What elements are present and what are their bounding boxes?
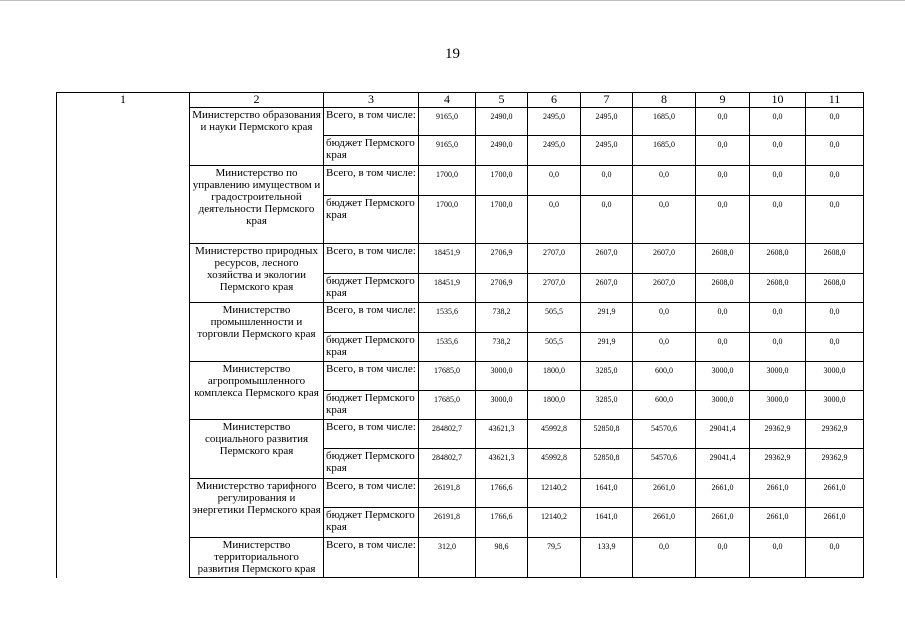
value-cell: 17685,0: [419, 362, 476, 391]
value-cell: 1700,0: [476, 196, 528, 244]
value-cell: 29362,9: [750, 449, 806, 479]
funding-type: Всего, в том числе:: [324, 166, 419, 196]
column-header: 10: [750, 93, 806, 108]
value-cell: 0,0: [750, 303, 806, 333]
value-cell: 17685,0: [419, 391, 476, 420]
value-cell: 0,0: [806, 166, 864, 196]
column-header: 7: [581, 93, 633, 108]
value-cell: 18451,9: [419, 274, 476, 303]
value-cell: 0,0: [806, 136, 864, 166]
organization-name: Министерство промышленности и торговли Пермского края: [190, 303, 324, 362]
value-cell: 0,0: [581, 166, 633, 196]
value-cell: 2661,0: [633, 508, 696, 538]
value-cell: 0,0: [528, 196, 581, 244]
value-cell: 312,0: [419, 538, 476, 578]
value-cell: 1641,0: [581, 508, 633, 538]
column-header: 3: [324, 93, 419, 108]
funding-type: Всего, в том числе:: [324, 303, 419, 333]
value-cell: 1685,0: [633, 108, 696, 136]
value-cell: 1800,0: [528, 362, 581, 391]
value-cell: 18451,9: [419, 244, 476, 274]
value-cell: 54570,6: [633, 420, 696, 449]
header-row: [57, 93, 864, 108]
value-cell: 1685,0: [633, 136, 696, 166]
value-cell: 3000,0: [696, 362, 750, 391]
value-cell: 54570,6: [633, 449, 696, 479]
column-header: 1: [57, 93, 190, 108]
funding-type: Всего, в том числе:: [324, 362, 419, 391]
organization-name: Министерство агропромышленного комплекса Пермского края: [190, 362, 324, 420]
value-cell: 0,0: [750, 166, 806, 196]
value-cell: 52850,8: [581, 449, 633, 479]
value-cell: 1700,0: [419, 166, 476, 196]
value-cell: 98,6: [476, 538, 528, 578]
value-cell: 52850,8: [581, 420, 633, 449]
funding-type: Всего, в том числе:: [324, 538, 419, 578]
organization-name: Министерство территориального развития Пермского края: [190, 538, 324, 578]
value-cell: 12140,2: [528, 508, 581, 538]
value-cell: 26191,8: [419, 508, 476, 538]
value-cell: 2608,0: [806, 244, 864, 274]
value-cell: 2490,0: [476, 136, 528, 166]
value-cell: 0,0: [696, 136, 750, 166]
value-cell: 0,0: [806, 303, 864, 333]
value-cell: 738,2: [476, 303, 528, 333]
value-cell: 0,0: [581, 196, 633, 244]
column-header: 2: [190, 93, 324, 108]
value-cell: 29362,9: [806, 420, 864, 449]
value-cell: 3285,0: [581, 391, 633, 420]
empty-column-1: [57, 108, 190, 578]
value-cell: 0,0: [633, 196, 696, 244]
value-cell: 2661,0: [750, 508, 806, 538]
funding-type: Всего, в том числе:: [324, 244, 419, 274]
value-cell: 0,0: [806, 108, 864, 136]
value-cell: 2495,0: [581, 136, 633, 166]
value-cell: 0,0: [528, 166, 581, 196]
column-header: 9: [696, 93, 750, 108]
value-cell: 1766,6: [476, 479, 528, 508]
value-cell: 3000,0: [750, 391, 806, 420]
table-row: [57, 108, 864, 136]
value-cell: 0,0: [696, 303, 750, 333]
value-cell: 0,0: [633, 166, 696, 196]
value-cell: 0,0: [696, 108, 750, 136]
value-cell: 43621,3: [476, 449, 528, 479]
value-cell: 43621,3: [476, 420, 528, 449]
value-cell: 600,0: [633, 391, 696, 420]
value-cell: 0,0: [806, 196, 864, 244]
value-cell: 1700,0: [419, 196, 476, 244]
column-header: 4: [419, 93, 476, 108]
value-cell: 2706,9: [476, 244, 528, 274]
value-cell: 9165,0: [419, 136, 476, 166]
value-cell: 29041,4: [696, 420, 750, 449]
value-cell: 738,2: [476, 333, 528, 362]
value-cell: 0,0: [633, 333, 696, 362]
value-cell: 2608,0: [696, 244, 750, 274]
funding-type: бюджет Пермского края: [324, 508, 419, 538]
value-cell: 0,0: [806, 333, 864, 362]
value-cell: 9165,0: [419, 108, 476, 136]
value-cell: 26191,8: [419, 479, 476, 508]
page-number: 19: [445, 46, 460, 62]
value-cell: 3000,0: [476, 362, 528, 391]
value-cell: 2608,0: [696, 274, 750, 303]
value-cell: 0,0: [806, 538, 864, 578]
value-cell: 2661,0: [696, 508, 750, 538]
funding-type: Всего, в том числе:: [324, 108, 419, 136]
value-cell: 2608,0: [750, 244, 806, 274]
column-header: 11: [806, 93, 864, 108]
value-cell: 1535,6: [419, 333, 476, 362]
value-cell: 2707,0: [528, 244, 581, 274]
value-cell: 2661,0: [806, 479, 864, 508]
funding-type: бюджет Пермского края: [324, 196, 419, 244]
value-cell: 2490,0: [476, 108, 528, 136]
value-cell: 291,9: [581, 333, 633, 362]
value-cell: 0,0: [750, 333, 806, 362]
value-cell: 3000,0: [806, 362, 864, 391]
budget-table: [56, 92, 864, 578]
value-cell: 2661,0: [806, 508, 864, 538]
organization-name: Министерство социального развития Пермского края: [190, 420, 324, 479]
value-cell: 291,9: [581, 303, 633, 333]
funding-type: бюджет Пермского края: [324, 333, 419, 362]
value-cell: 0,0: [696, 538, 750, 578]
funding-type: бюджет Пермского края: [324, 449, 419, 479]
funding-type: бюджет Пермского края: [324, 136, 419, 166]
value-cell: 29362,9: [806, 449, 864, 479]
value-cell: 2707,0: [528, 274, 581, 303]
column-header: 8: [633, 93, 696, 108]
value-cell: 2706,9: [476, 274, 528, 303]
top-rule: [0, 0, 905, 1]
value-cell: 3000,0: [750, 362, 806, 391]
value-cell: 1535,6: [419, 303, 476, 333]
value-cell: 29041,4: [696, 449, 750, 479]
value-cell: 45992,8: [528, 449, 581, 479]
funding-type: Всего, в том числе:: [324, 479, 419, 508]
funding-type: бюджет Пермского края: [324, 391, 419, 420]
organization-name: Министерство по управлению имуществом и градостроительной деятельности Пермского края: [190, 166, 324, 244]
value-cell: 0,0: [696, 166, 750, 196]
value-cell: 0,0: [750, 108, 806, 136]
value-cell: 2607,0: [581, 274, 633, 303]
value-cell: 0,0: [750, 136, 806, 166]
value-cell: 0,0: [750, 196, 806, 244]
value-cell: 2607,0: [581, 244, 633, 274]
value-cell: 3285,0: [581, 362, 633, 391]
value-cell: 1700,0: [476, 166, 528, 196]
value-cell: 505,5: [528, 333, 581, 362]
value-cell: 3000,0: [696, 391, 750, 420]
value-cell: 2608,0: [806, 274, 864, 303]
value-cell: 79,5: [528, 538, 581, 578]
value-cell: 2495,0: [581, 108, 633, 136]
value-cell: 2607,0: [633, 244, 696, 274]
organization-name: Министерство тарифного регулирования и энергетики Пермского края: [190, 479, 324, 538]
value-cell: 133,9: [581, 538, 633, 578]
value-cell: 2607,0: [633, 274, 696, 303]
value-cell: 0,0: [633, 538, 696, 578]
value-cell: 284802,7: [419, 449, 476, 479]
value-cell: 2661,0: [633, 479, 696, 508]
column-header: 6: [528, 93, 581, 108]
value-cell: 2495,0: [528, 136, 581, 166]
value-cell: 3000,0: [806, 391, 864, 420]
value-cell: 1641,0: [581, 479, 633, 508]
value-cell: 3000,0: [476, 391, 528, 420]
value-cell: 1766,6: [476, 508, 528, 538]
organization-name: Министерство образования и науки Пермского края: [190, 108, 324, 166]
value-cell: 0,0: [750, 538, 806, 578]
value-cell: 284802,7: [419, 420, 476, 449]
value-cell: 29362,9: [750, 420, 806, 449]
value-cell: 600,0: [633, 362, 696, 391]
funding-type: бюджет Пермского края: [324, 274, 419, 303]
value-cell: 2661,0: [750, 479, 806, 508]
value-cell: 2661,0: [696, 479, 750, 508]
value-cell: 0,0: [633, 303, 696, 333]
value-cell: 0,0: [696, 196, 750, 244]
column-header: 5: [476, 93, 528, 108]
value-cell: 45992,8: [528, 420, 581, 449]
value-cell: 0,0: [696, 333, 750, 362]
value-cell: 505,5: [528, 303, 581, 333]
value-cell: 2495,0: [528, 108, 581, 136]
value-cell: 2608,0: [750, 274, 806, 303]
organization-name: Министерство природных ресурсов, лесного хозяйства и экологии Пермского края: [190, 244, 324, 303]
value-cell: 1800,0: [528, 391, 581, 420]
funding-type: Всего, в том числе:: [324, 420, 419, 449]
value-cell: 12140,2: [528, 479, 581, 508]
